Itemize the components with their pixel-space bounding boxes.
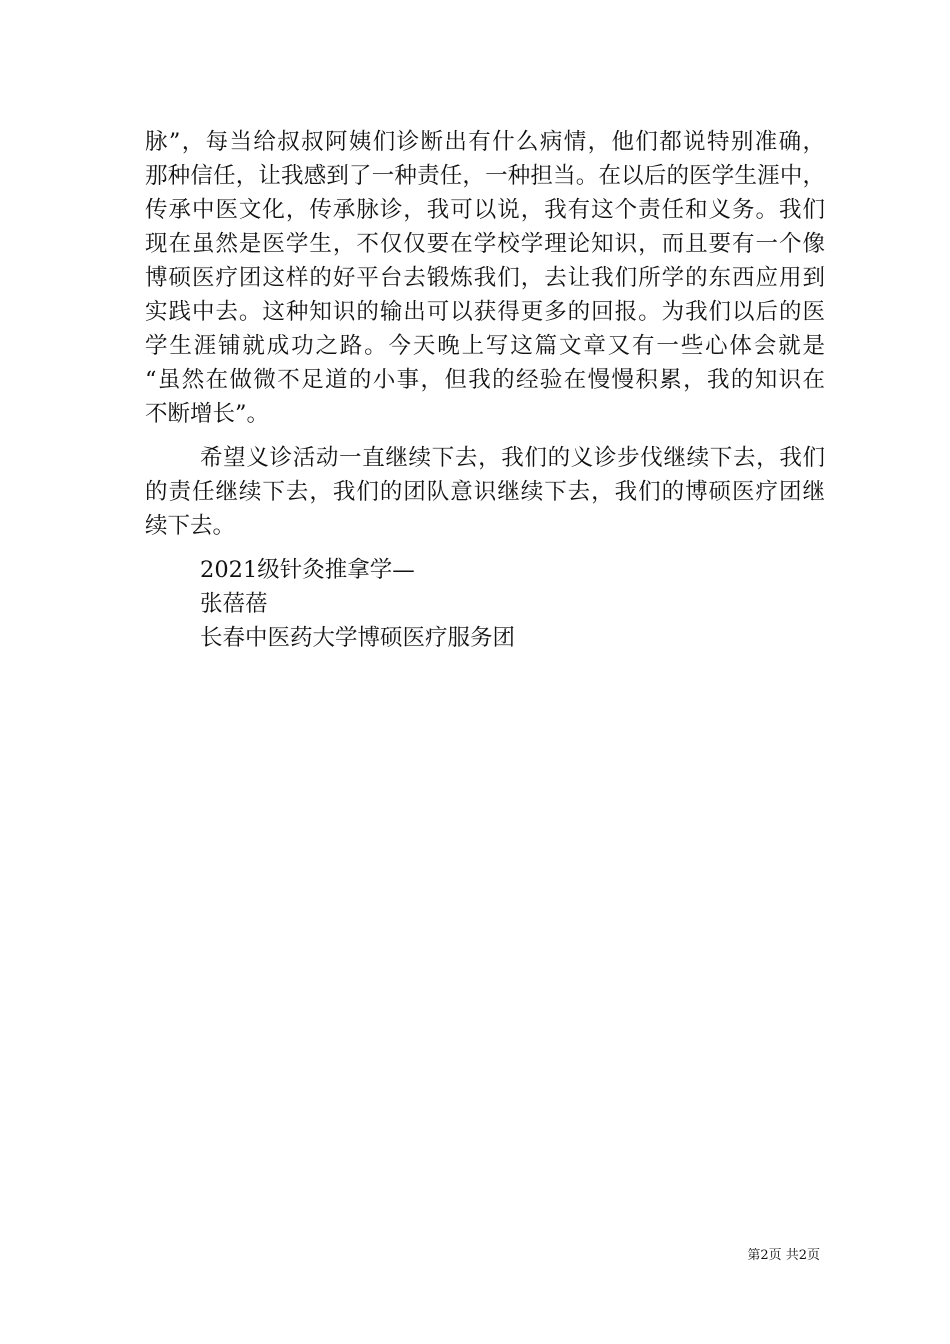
paragraph-2-line-1: 希望义诊活动一直继续下去，我们的义诊步伐继续下去，我们 [200, 445, 825, 471]
signature-class: 2021级针灸推拿学— [200, 557, 415, 583]
body-line-7: 学生涯铺就成功之路。今天晚上写这篇文章又有一些心体会就是 [145, 333, 825, 359]
body-line-2: 那种信任，让我感到了一种责任，一种担当。在以后的医学生涯中， [145, 163, 825, 189]
body-line-3: 传承中医文化，传承脉诊，我可以说，我有这个责任和义务。我们 [145, 197, 825, 223]
paragraph-2-line-3: 续下去。 [145, 513, 236, 539]
body-line-5: 博硕医疗团这样的好平台去锻炼我们，去让我们所学的东西应用到 [145, 265, 825, 291]
page-number-footer: 第2页 共2页 [747, 1248, 820, 1263]
paragraph-2-line-2: 的责任继续下去，我们的团队意识继续下去，我们的博硕医疗团继 [145, 479, 825, 505]
body-line-9: 不断增长”。 [145, 401, 270, 427]
body-line-6: 实践中去。这种知识的输出可以获得更多的回报。为我们以后的医 [145, 299, 825, 325]
body-line-8: “虽然在做微不足道的小事，但我的经验在慢慢积累，我的知识在 [145, 367, 825, 393]
signature-organization: 长春中医药大学博硕医疗服务团 [200, 625, 516, 651]
body-line-1: 脉”，每当给叔叔阿姨们诊断出有什么病情，他们都说特别准确， [145, 129, 825, 155]
signature-name: 张蓓蓓 [200, 591, 268, 617]
body-line-4: 现在虽然是医学生，不仅仅要在学校学理论知识，而且要有一个像 [145, 231, 825, 257]
